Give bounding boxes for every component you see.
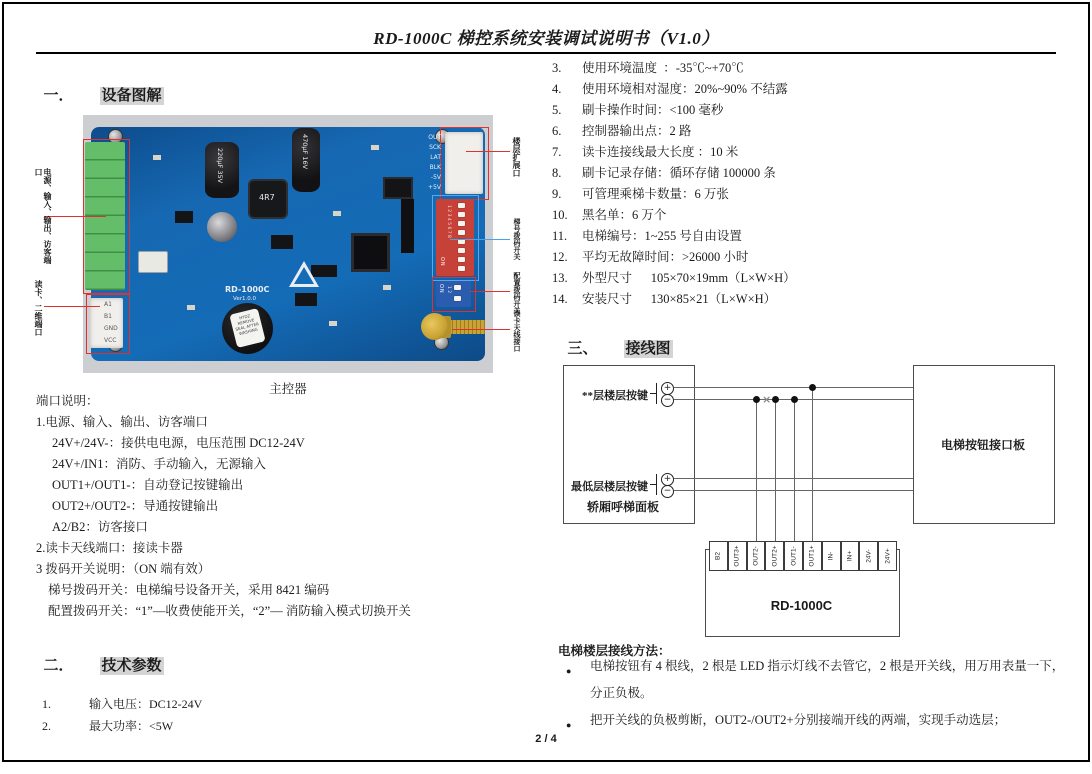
- drop-wire-out2-minus: [756, 399, 757, 541]
- antenna-barrel: [445, 320, 485, 334]
- spec-item-number: 12.: [552, 250, 568, 264]
- spec-item-text: 控制器输出点：2 路: [582, 124, 692, 138]
- terminal-label: IN+: [846, 550, 854, 562]
- terminal-label: OUT1+: [808, 545, 816, 567]
- page-number: 2 / 4: [535, 733, 557, 745]
- section-3-heading: [560, 320, 673, 358]
- port-desc-line: 24V+/IN1：消防、手动输入，无源输入: [52, 457, 266, 471]
- minus-terminal-icon: −: [661, 394, 674, 407]
- smd-component: [329, 321, 337, 326]
- terminal-cell: [709, 541, 728, 571]
- junction-dot: [772, 396, 779, 403]
- wiring-method-heading: 电梯楼层接线方法：: [558, 644, 671, 658]
- bullet-icon: ●: [566, 720, 572, 730]
- spec-item-number: 6.: [552, 124, 562, 138]
- pin-label: BLK: [429, 164, 441, 171]
- pin-label: +5V: [428, 184, 441, 191]
- spec-item-text: 平均无故障时间：>26000 小时: [582, 250, 749, 264]
- tech-param-number: 2.: [42, 719, 51, 733]
- pin-label: SCK: [429, 144, 441, 151]
- resistor-network: [401, 199, 414, 253]
- spec-item-text: 使用环境温度 ：-35℃~+70℃: [582, 61, 744, 75]
- terminal-label: OUT2+: [771, 545, 779, 567]
- terminal-cell: [841, 541, 860, 571]
- pin-label: -5V: [430, 174, 441, 181]
- port-desc-line: 1.电源、输入、输出、访客端口: [36, 415, 208, 429]
- bracket-line: [656, 383, 657, 404]
- section-1-number: 一．: [43, 88, 74, 104]
- port-desc-line: A2/B2：访客接口: [52, 520, 148, 534]
- capacitor-round: [207, 212, 237, 242]
- tech-param-text: 最大功率：<5W: [89, 719, 174, 733]
- callout-line-expansion: [466, 151, 510, 152]
- bullet-icon: ●: [566, 666, 572, 676]
- section-2-heading: [36, 637, 164, 675]
- spec-item-text: 使用环境相对湿度：20%~90% 不结露: [582, 82, 788, 96]
- port-desc-heading: 端口说明：: [36, 394, 99, 408]
- pcb-label-antenna: 读卡天线接口: [513, 310, 521, 352]
- title-divider: [36, 52, 1056, 54]
- spec-item-number: 8.: [552, 166, 562, 180]
- terminal-cell: [747, 541, 766, 571]
- ic-chip: [175, 211, 193, 223]
- tech-param-row: [36, 702, 173, 734]
- ic-chip: [383, 177, 413, 199]
- spec-item-text: 电梯编号：1~255 号自由设置: [582, 229, 742, 243]
- terminal-label: B2: [714, 552, 722, 560]
- spec-item: [552, 142, 738, 160]
- bracket-line: [656, 474, 657, 495]
- junction-dot: [753, 396, 760, 403]
- port-desc-line: 3 拨码开关说明：（ON 端有效）: [36, 562, 211, 576]
- pcb-label-reader-port: 读卡、二维端口: [34, 280, 43, 336]
- pin-label: VCC: [104, 337, 117, 344]
- port-desc-line: 配置拨码开关：“1”—收费使能开关，“2”— 消防输入模式切换开关: [48, 604, 411, 618]
- silkscreen-model: RD-1000C: [225, 285, 270, 294]
- spec-item-text: 读卡连接线最大长度 ：10 米: [582, 145, 739, 159]
- spec-item-number: 11.: [552, 229, 568, 243]
- pin-label: A1: [104, 301, 112, 308]
- section-1-title: 设备图解: [101, 88, 162, 104]
- dip1-callout-box: [432, 195, 479, 281]
- spec-item: [552, 163, 776, 181]
- terminal-cell: [728, 541, 747, 571]
- pin-label: LAT: [430, 154, 441, 161]
- controller-label: RD-1000C: [770, 598, 833, 613]
- spec-item: [552, 226, 742, 244]
- section-3-title: 接线图: [625, 341, 671, 357]
- spec-item-number: 3.: [552, 61, 562, 75]
- dip-numbers: 1 2: [446, 286, 451, 294]
- ic-chip: [271, 235, 293, 249]
- dip2-callout-box: [432, 277, 476, 312]
- buzzer-sticker-text: HYDZ REMOVE SEAL AFTER WASHING: [234, 313, 260, 337]
- pcb-photo: [83, 115, 493, 373]
- terminal-cell: [878, 541, 897, 571]
- callout-line-dip1: [450, 239, 510, 240]
- relay: [138, 251, 168, 273]
- junction-dot: [791, 396, 798, 403]
- spec-item-text: 黑名单：6 万个: [582, 208, 667, 222]
- spec-item-number: 10.: [552, 208, 568, 222]
- terminal-label: OUT3+: [733, 545, 741, 567]
- silkscreen-version: Ver1.0.0: [233, 296, 256, 302]
- spec-item: [552, 205, 666, 223]
- capacitor-470uf: [292, 128, 320, 192]
- port-desc-line: OUT1+/OUT1-：自动登记按键输出: [52, 478, 244, 492]
- drop-wire-out1-minus: [794, 399, 795, 541]
- spec-item: [552, 289, 776, 307]
- smd-component: [153, 155, 161, 160]
- pin-label: OUT: [428, 134, 441, 141]
- tech-param-number: 1.: [42, 697, 51, 711]
- photo-caption: 主控器: [269, 382, 307, 396]
- floor-button-label: **层楼层按键: [582, 390, 648, 402]
- wire-cut-mark: ×: [762, 393, 772, 406]
- dip-on-label: ON: [439, 257, 445, 267]
- spec-item-text: 刷卡记录存储：循环存储 100000 条: [582, 166, 776, 180]
- plus-terminal-icon: +: [661, 473, 674, 486]
- wire-top-plus: [674, 387, 913, 388]
- spec-item: [552, 184, 729, 202]
- terminal-cell: [765, 541, 784, 571]
- pin-label: GND: [104, 325, 118, 332]
- pcb-label-dip2: 配置拨码开关: [513, 272, 521, 314]
- inductor-label: 4R7: [259, 193, 275, 202]
- tech-param-text: 输入电压：DC12-24V: [89, 697, 203, 711]
- logo-triangle-icon: [289, 261, 319, 287]
- capacitor-label: 470μF 16V: [301, 134, 309, 170]
- smd-component: [333, 211, 341, 216]
- capacitor-label: 220μF 35V: [216, 148, 224, 184]
- antenna-sma-connector: [421, 313, 448, 340]
- mcu-chip: [351, 233, 390, 272]
- callout-line-power-port: [44, 216, 106, 217]
- port-desc-line: 2.读卡天线端口：接读卡器: [36, 541, 183, 555]
- terminal-cell: [822, 541, 841, 571]
- spec-item: [552, 121, 691, 139]
- spec-item-text: 刷卡操作时间：<100 毫秒: [582, 103, 724, 117]
- smd-component: [187, 305, 195, 310]
- section-1-heading: [36, 67, 164, 105]
- spec-item-number: 5.: [552, 103, 562, 117]
- dip-numbers: 1 2 3 4 5 6 7 8: [446, 205, 451, 238]
- car-call-panel-label: 轿厢呼梯面板: [586, 500, 659, 514]
- minus-terminal-icon: −: [661, 485, 674, 498]
- smd-component: [383, 285, 391, 290]
- drop-wire-out1-plus: [812, 387, 813, 541]
- spec-item-number: 4.: [552, 82, 562, 96]
- spec-item: [552, 247, 748, 265]
- dip-on-label: ON: [438, 284, 444, 294]
- section-2-title: 技术参数: [101, 658, 162, 674]
- expansion-pin-labels: [421, 133, 441, 193]
- smd-component: [371, 145, 379, 150]
- drop-wire-out2-plus: [775, 399, 776, 541]
- terminal-cell: [859, 541, 878, 571]
- pcb-label-expansion: 楼层扩展口: [512, 137, 521, 177]
- terminal-label: IN-: [827, 551, 835, 561]
- spec-item-text: 安装尺寸 130×85×21（L×W×H）: [582, 292, 777, 306]
- spec-item-text: 外型尺寸 105×70×19mm（L×W×H）: [582, 271, 796, 285]
- lowest-floor-button-label: 最低层楼层按键: [571, 481, 648, 493]
- buzzer: [222, 303, 273, 354]
- port-desc-line: 梯号拨码开关：电梯编号设备开关，采用 8421 编码: [48, 583, 330, 597]
- spec-item: [552, 58, 744, 76]
- spec-item-number: 9.: [552, 187, 562, 201]
- wiring-method-bullet: 电梯按钮有 4 根线，2 根是 LED 指示灯线不去管它，2 根是开关线，用万用表量一下，分正负极。: [590, 659, 1065, 700]
- spec-item-text: 可管理乘梯卡数量：6 万张: [582, 187, 729, 201]
- callout-line-dip2: [470, 291, 510, 292]
- port-desc-line: 24V+/24V-：接供电电源，电压范围 DC12-24V: [52, 436, 305, 450]
- ic-chip: [295, 293, 317, 306]
- reader-connector-callout-box: [86, 294, 130, 354]
- pin-label: B1: [104, 313, 112, 320]
- elevator-button-board-label: 电梯按钮接口板: [940, 438, 1025, 452]
- spec-item: [552, 268, 796, 286]
- section-2-number: 二．: [43, 658, 74, 674]
- spec-item-number: 7.: [552, 145, 562, 159]
- section-3-number: 三、: [567, 341, 598, 357]
- terminal-label: OUT1-: [790, 546, 798, 566]
- capacitor-220uf: [205, 142, 239, 198]
- pcb-label-dip1: 梯号拨码开关: [513, 218, 521, 260]
- callout-line-antenna: [452, 329, 510, 330]
- page-title: RD-1000C 梯控系统安装调试说明书（V1.0）: [373, 29, 719, 48]
- spec-item-number: 14.: [552, 292, 568, 306]
- spec-item: [552, 100, 723, 118]
- spec-item-number: 13.: [552, 271, 568, 285]
- terminal-label: 24V+: [884, 548, 892, 564]
- terminal-label: OUT2-: [752, 546, 760, 566]
- terminal-cell: [803, 541, 822, 571]
- port-desc-line: OUT2+/OUT2-：导通按键输出: [52, 499, 219, 513]
- terminal-label: 24V-: [865, 549, 873, 563]
- spec-item: [552, 79, 788, 97]
- expansion-connector-callout-box: [440, 127, 489, 200]
- pcb-label-power-port: 电源、输入、输出、访客端口: [34, 168, 52, 264]
- plus-terminal-icon: +: [661, 382, 674, 395]
- terminal-cell: [784, 541, 803, 571]
- junction-dot: [809, 384, 816, 391]
- wiring-method-bullet: 把开关线的负极剪断，OUT2-/OUT2+分别接端开线的两端，实现手动选层；: [590, 713, 1007, 727]
- inductor-4r7: [248, 179, 288, 219]
- callout-line-reader-port: [44, 306, 100, 307]
